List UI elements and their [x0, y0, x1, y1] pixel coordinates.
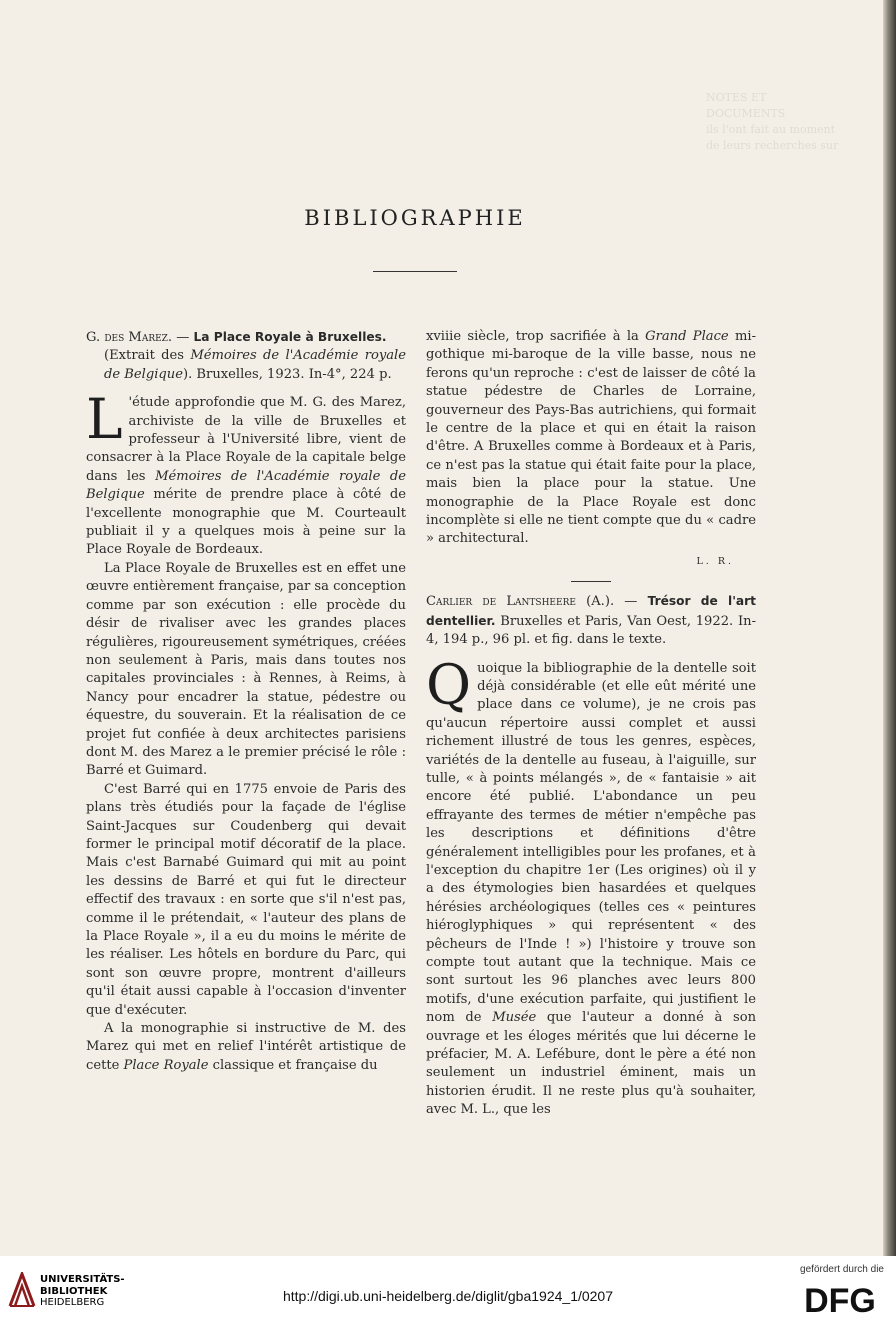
left-column	[86, 328, 406, 1075]
paragraph-5: Quoique la bibliographie de la dentelle soit déjà considérable (et elle eût mérité une place dans ce volume), je ne crois pas qu'aucun répertoire aussi complet et aussi richement illustré de tous les genres, espèces, variétés de la dentelle au fuseau, à l'aiguille, sur tulle, « à points mélangés », de « fantaisie » ait encore été publié. L'abondance un peu effrayante des termes de métier n'empêche pas les descriptions et définitions d'être généralement intelligibles pour les profanes, et à l'exception du chapitre 1er (Les origines) où il y a des étymologies bien hasardées et quelques hérésies archéologiques (telles ces « peintures hiéroglyphiques » qui représentent « des pêcheurs de l'Inde ! ») l'histoire y trouve son compte tout autant que la technique. Mais ce sont surtout les 96 planches avec leurs 800 motifs, d'une exécution parfaite, qui justifient le nom de Musée que l'auteur a donné à son ouvrage et les éloges mérités que lui décerne le préfacier, M. A. Lefébure, dont le père a été non seulement un industriel éminent, mais un historien érudit. Il ne reste plus qu'à souhaiter, avec M. L., que les	[426, 652, 757, 1118]
paragraph-4: A la monographie si instructive de M. des Marez qui met en relief l'intérêt artistique de cette Place Royale classique et française du	[86, 1021, 406, 1073]
title-rule	[373, 271, 457, 272]
dfg-logo-text: DFG	[804, 1282, 876, 1318]
page-title: BIBLIOGRAPHIE	[304, 206, 526, 230]
bibliography-entry-marez: G. des Marez. — La Place Royale à Bruxelles. (Extrait des Mémoires de l'Académie royale de Belgique). Bruxelles, 1923. In-4°, 224 p.	[86, 328, 406, 384]
paragraph-2: La Place Royale de Bruxelles est en effet une œuvre entièrement française, par sa conception comme par son exécution : elle procède du désir de rivaliser avec les grandes places régulières, rigoureusement symétriques, créées non seulement à Paris, mais dans toutes nos capitales provinciales : à Rennes, à Reims, à Nancy pour encadrer la statue, pédestre ou équestre, du souverain. Et la réalisation de ce projet fut confiée à deux architectes parisiens dont M. des Marez a le premier précisé le rôle : Barré et Guimard.	[86, 560, 406, 779]
entry-reference: (Extrait des Mémoires de l'Académie royale de Belgique). Bruxelles, 1923. In-4°, 224 p.	[104, 348, 406, 382]
entry-author: Carlier de Lantsheere (A.).	[426, 594, 615, 610]
dfg-logo-icon[interactable]	[796, 1278, 884, 1318]
bibliography-entry-carlier: Carlier de Lantsheere (A.). — Trésor de l'art dentellier. Bruxelles et Paris, Van Oest, 1922. In-4, 194 p., 96 pl. et fig. dans le texte.	[426, 594, 756, 648]
entry-author: G. des Marez.	[86, 330, 173, 345]
paragraph-continuation: xviiie siècle, trop sacrifiée à la Grand Place mi-gothique mi-baroque de la ville basse, nous ne ferons qu'un reproche : c'est de laisser de côté la statue pédestre de Charles de Lorraine, gouverneur des Pays-Bas autrichiens, qui formait le centre de la place et qui en était la raison d'être. A Bruxelles comme à Bordeaux et à Paris, ce n'est pas la statue qui était faite pour la place, mais bien la place pour la statue. Une monographie de la Place Royale est donc incomplète si elle ne tient compte que du « cadre » architectural.	[426, 329, 756, 547]
page-edge-shadow	[883, 0, 896, 1256]
review-signature: L. R.	[696, 555, 734, 567]
paragraph-1: L 'étude approfondie que M. G. des Marez, archiviste de la ville de Bruxelles et professeur à l'Université libre, vient de consacrer à la Place Royale de la capitale belge dans les Mémoires de l'Académie royale de Belgique mérite de prendre place à côté de l'excellente monographie que M. Courteault publiait il y a quelques mois à peine sur la Place Royale de Bordeaux.	[86, 387, 406, 558]
university-library-name[interactable]: UNIVERSITÄTS- BIBLIOTHEK HEIDELBERG	[40, 1274, 125, 1308]
bleed-through-text: NOTES ET DOCUMENTS ils l'ont fait au moment de leurs recherches sur	[706, 91, 839, 152]
entry-title: La Place Royale à Bruxelles.	[193, 330, 387, 344]
paragraph-3: C'est Barré qui en 1775 envoie de Paris des plans très étudiés pour la façade de l'église Saint-Jacques sur Coudenberg qui devait former le principal motif décoratif de la place. Mais c'est Barnabé Guimard qui mit au point les dessins de Barré et qui fut le directeur effectif des travaux : en sorte que s'il n'est pas, comme il le prétendait, « l'auteur des plans de la Place Royale », il a eu du moins le mérite de les réaliser. Les hôtels en bordure du Parc, qui sont son œuvre propre, montrent d'ailleurs qu'il était aussi capable à l'occasion d'inventer que d'exécuter.	[86, 781, 406, 1018]
document-url-link[interactable]: http://digi.ub.uni-heidelberg.de/diglit/gba1924_1/0207	[282, 1288, 614, 1304]
drop-cap-q: Q	[426, 652, 472, 717]
separator-rule	[571, 581, 611, 582]
funding-label: gefördert durch die	[800, 1264, 884, 1275]
entry-reference: Bruxelles et Paris, Van Oest, 1922. In-4, 194 p., 96 pl. et fig. dans le texte.	[426, 613, 756, 648]
drop-cap-l: L	[86, 387, 123, 452]
entry-title: Trésor de l'art dentellier.	[426, 594, 756, 628]
right-column	[426, 328, 756, 1120]
